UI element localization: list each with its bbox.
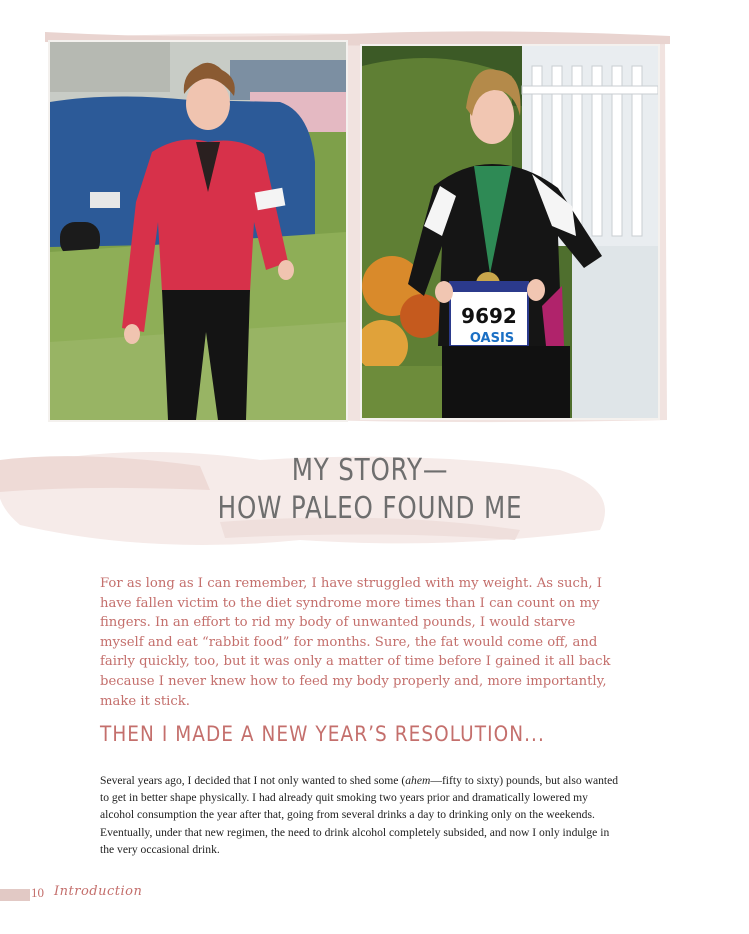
section-name: Introduction (54, 884, 143, 899)
page-number: 10 (31, 885, 44, 900)
intro-text: For as long as I can remember, I have struggled with my weight. As such, I have fallen victim to the diet syndrome more times than I can count on my fingers. In an effort to rid my body of unwanted pounds, I would starve myself and eat “rabbit food” for months. Sure, the fat would come off, and fairly quickly, too, but it was only a matter of time before I gained it all back because I never knew how to feed my body properly and, more importantly, make it stick. (100, 576, 611, 709)
footer-accent-bar (0, 889, 30, 901)
woman-race-medal-photo (360, 44, 660, 420)
body-text-part2: —fifty to sixty) pounds, but also wanted to get in better shape physically. I had already quit smoking two years prior and dramatically lowered my alcohol consumption the year after that, going from several drinks a day to drinking only on the weekends. Eventually, under that new regimen, the need to drink alcohol completely subsided, and now I only indulge in the very occasional drink. (100, 774, 619, 856)
woman-red-jacket-photo (48, 40, 348, 422)
bib-number: 9692 (461, 304, 517, 328)
bib-sponsor: OASIS (469, 331, 515, 346)
body-paragraph (100, 772, 620, 858)
page-title (160, 452, 580, 528)
section-subheading: THEN I MADE A NEW YEAR’S RESOLUTION... (100, 722, 545, 746)
body-text-part1: Several years ago, I decided that I not only wanted to shed some ( (100, 774, 406, 787)
body-text-emphasis: ahem (405, 774, 431, 787)
intro-paragraph (100, 574, 620, 711)
title-line-1: MY STORY— (291, 453, 449, 488)
title-line-2: HOW PALEO FOUND ME (217, 491, 523, 526)
